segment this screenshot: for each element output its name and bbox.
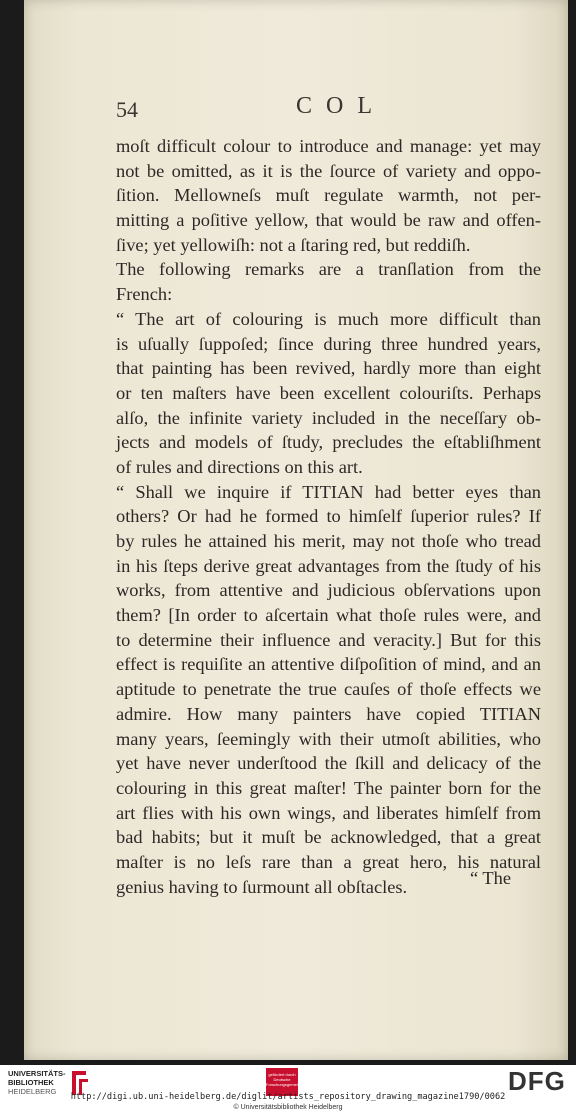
text-line: ſive; yet yellowiſh: not a ſtaring red, but reddiſh. — [116, 234, 471, 255]
text-line: admire. How many painters have copied TITIAN — [116, 703, 541, 724]
text-line: “ The art of colouring is much more difficult than — [116, 308, 541, 329]
text-line: is uſually ſuppoſed; ſince during three hundred years, — [116, 333, 541, 354]
source-url[interactable]: http://digi.ub.uni-heidelberg.de/diglit/artists_repository_drawing_magazine1790/0062 — [70, 1092, 506, 1102]
text-line: them? [In order to aſcertain what thoſe rules were, and — [116, 605, 541, 626]
page-header — [116, 93, 536, 133]
text-line: or ten maſters have been excellent colouriſts. Perhaps — [116, 382, 541, 403]
library-city: HEIDELBERG — [8, 1087, 57, 1096]
text-line: maſter is no leſs rare than a great hero, his natural — [116, 851, 541, 872]
text-line: works, from attentive and judicious obſervations upon — [116, 580, 541, 601]
text-line: bad habits; but it muſt be acknowledged, that a great — [116, 827, 541, 848]
text-line: to determine their influence and veracity.] But for this — [116, 629, 541, 650]
page-number: 54 — [116, 97, 138, 122]
library-name — [8, 1069, 66, 1087]
text-line: aptitude to penetrate the true cauſes of thoſe effects we — [116, 679, 541, 700]
library-name-line2: BIBLIOTHEK — [8, 1078, 54, 1087]
text-line: “ Shall we inquire if TITIAN had better eyes than — [116, 481, 541, 502]
library-name-line1: UNIVERSITÄTS- — [8, 1069, 66, 1078]
copyright-notice: © Universitätsbibliothek Heidelberg — [233, 1104, 343, 1111]
text-line: ſition. Mellowneſs muſt regulate warmth, not per- — [116, 185, 541, 206]
text-line: in his ſteps derive great advantages from the ſtudy of his — [116, 555, 541, 576]
text-line: art flies with his own wings, and liberates himſelf from — [116, 802, 541, 823]
text-line: jects and models of ſtudy, precludes the eſtabliſhment — [116, 432, 541, 453]
text-line: alſo, the infinite variety included in the neceſſary ob- — [116, 407, 541, 428]
text-line: yet have never underſtood the ſkill and delicacy of the — [116, 753, 541, 774]
text-line: effect is requiſite an attentive diſpoſition of mind, and an — [116, 654, 541, 675]
text-line: of rules and directions on this art. — [116, 456, 363, 477]
text-line: not be omitted, as it is the ſource of variety and oppo- — [116, 160, 541, 181]
digitization-footer — [0, 1065, 576, 1111]
text-line: genius having to ſurmount all obſtacles. — [116, 876, 408, 897]
text-line: by rules he attained his merit, may not thoſe who tread — [116, 531, 541, 551]
funding-badge-text: gefördert durch Deutsche Forschungsgemeinschaft — [266, 1072, 311, 1087]
text-line: that painting has been revived, hardly more than eight — [116, 358, 541, 379]
catchword: “ The — [470, 868, 512, 888]
text-line: many years, ſeemingly with their utmoſt abilities, who — [116, 728, 541, 749]
body-text — [116, 134, 541, 899]
text-line: The following remarks are a tranſlation from the — [116, 259, 541, 280]
text-line: colouring in this great maſter! The painter born for the — [116, 777, 541, 798]
text-line: moſt difficult colour to introduce and manage: yet may — [116, 136, 541, 156]
running-head: COL — [296, 93, 386, 119]
dfg-logo: DFG — [508, 1066, 566, 1096]
text-line: mitting a poſitive yellow, that would be raw and offen- — [116, 210, 541, 231]
text-line: French: — [116, 284, 173, 305]
text-line: others? Or had he formed to himſelf ſuperior rules? If — [116, 506, 541, 527]
